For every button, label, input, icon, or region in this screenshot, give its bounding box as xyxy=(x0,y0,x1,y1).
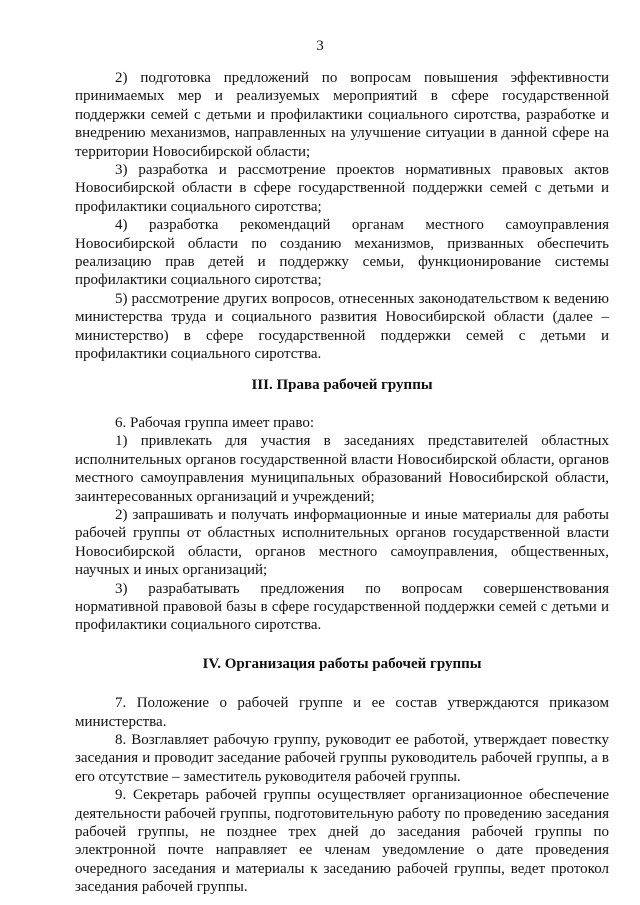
paragraph: 2) подготовка предложений по вопросам повышения эффективности принимаемых мер и реализуемых мероприятий в сфере государственной поддержки семей с детьми и профилактики социального сиротства, разработке и внедрению механизмов, направленных на улучшение ситуации в данной сфере на территории Новосибирской области; xyxy=(75,70,609,160)
paragraph: 4) разработка рекомендаций органам местного самоуправления Новосибирской области по созданию механизмов, призванных обеспечить реализацию прав детей и поддержку семьи, функционирование системы профилактики социального сиротства; xyxy=(75,217,609,289)
page-number: 3 xyxy=(316,38,324,54)
section-heading-organization: IV. Организация работы рабочей группы xyxy=(202,655,482,672)
paragraph: 9. Секретарь рабочей группы осуществляет организационное обеспечение деятельности рабочей группы, подготовительную работу по проведению заседания рабочей группы, не позднее трех дней до заседания рабочей группы по электронной почте направляет ее членам уведомление о дате проведения очередного заседания и материалы к заседанию рабочей группы, ведет протокол заседания рабочей группы. xyxy=(75,787,609,896)
paragraph: 3) разрабатывать предложения по вопросам совершенствования нормативной правовой базы в сфере государственной поддержки семей с детьми и профилактики социального сиротства. xyxy=(75,580,609,634)
paragraph: 2) запрашивать и получать информационные и иные материалы для работы рабочей группы от областных исполнительных органов государственной власти Новосибирской области, органов местного самоуправления, общественных, научных и иных организаций; xyxy=(75,506,609,579)
paragraph: 8. Возглавляет рабочую группу, руководит ее работой, утверждает повестку заседания и проводит заседание рабочей группы руководитель рабочей группы, а в его отсутствие – заместитель руководителя рабочей группы. xyxy=(75,732,609,785)
paragraph: 6. Рабочая группа имеет право: xyxy=(115,414,314,431)
paragraph: 7. Положение о рабочей группе и ее состав утверждаются приказом министерства. xyxy=(75,695,609,730)
section-heading-rights: III. Права рабочей группы xyxy=(251,376,433,393)
paragraph: 5) рассмотрение других вопросов, отнесенных законодательством к ведению министерства труда и социального развития Новосибирской области (далее – министерство) в сфере государственной поддержки семей с детьми и профилактики социального сиротства. xyxy=(75,290,609,363)
paragraph: 1) привлекать для участия в заседаниях представителей областных исполнительных органов государственной власти Новосибирской области, органов местного самоуправления муниципальных образований Новосибирской области, заинтересованных организаций и учреждений; xyxy=(75,433,609,505)
document-body xyxy=(75,69,609,897)
paragraph: 3) разработка и рассмотрение проектов нормативных правовых актов Новосибирской области в сфере государственной поддержки семей с детьми и профилактики социального сиротства; xyxy=(75,162,609,215)
